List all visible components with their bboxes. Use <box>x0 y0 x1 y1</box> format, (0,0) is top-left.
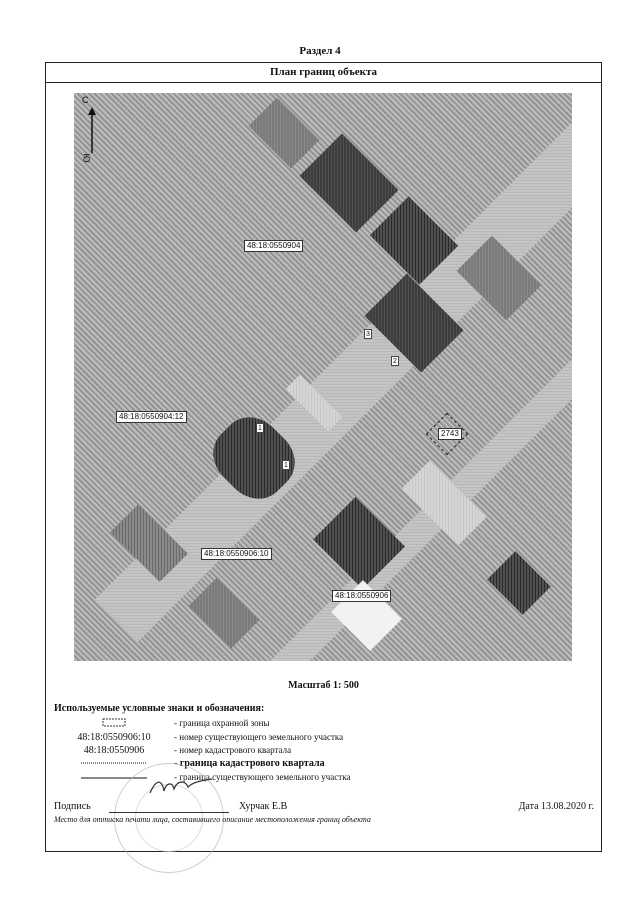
section-title: Раздел 4 <box>299 45 341 57</box>
quarter-label-top: 48:18:0550904 <box>244 240 303 252</box>
signer-name: Хурчак Е.В <box>239 801 288 812</box>
building <box>189 578 260 649</box>
plan-title: План границ объекта <box>46 63 601 83</box>
point-marker: 1 <box>282 460 290 470</box>
signature-date: Дата 13.08.2020 г. <box>518 801 594 812</box>
signature-mark <box>146 775 216 799</box>
building <box>249 98 320 169</box>
legend-text: - номер кадастрового квартала <box>174 745 292 755</box>
parcel-label-10: 48:18:0550906:10 <box>201 548 272 560</box>
legend-symbol-text: 48:18:0550906 <box>83 745 145 756</box>
legend-row <box>54 718 594 730</box>
protection-zone-symbol <box>54 718 174 730</box>
quarter-label-bottom: 48:18:0550906 <box>332 590 391 602</box>
map-scale: Масштаб 1: 500 <box>288 680 359 691</box>
legend-text: - граница кадастрового квартала <box>174 758 325 769</box>
point-marker: 1 <box>256 423 264 433</box>
zone-number-label: 2743 <box>438 428 462 440</box>
stamp-note: Место для оттиска печати лица, составившего описание местоположения границ объекта <box>54 815 371 824</box>
parcel-label-left: 48:18:0550904:12 <box>116 411 187 423</box>
legend-row <box>54 732 594 744</box>
legend-row <box>54 745 594 757</box>
compass <box>82 95 100 165</box>
compass-south-label: Ю <box>81 153 92 163</box>
compass-north-label: С <box>82 95 89 105</box>
signature-label: Подпись <box>54 801 91 812</box>
signature-line <box>109 812 229 813</box>
legend-text: - граница охранной зоны <box>174 718 270 728</box>
document-frame <box>45 62 602 852</box>
signature-row <box>54 801 594 815</box>
legend-text: - граница существующего земельного участка <box>174 772 351 782</box>
building <box>487 551 551 615</box>
satellite-map <box>74 93 572 661</box>
north-arrow-icon <box>88 107 96 153</box>
point-marker: 2 <box>391 356 399 366</box>
legend-text: - номер существующего земельного участка <box>174 732 344 742</box>
building <box>300 134 399 233</box>
legend-row <box>54 758 594 770</box>
legend-title: Используемые условные знаки и обозначения: <box>54 703 265 714</box>
point-marker: 3 <box>364 329 372 339</box>
legend-symbol-text: 48:18:0550906:10 <box>77 732 151 743</box>
